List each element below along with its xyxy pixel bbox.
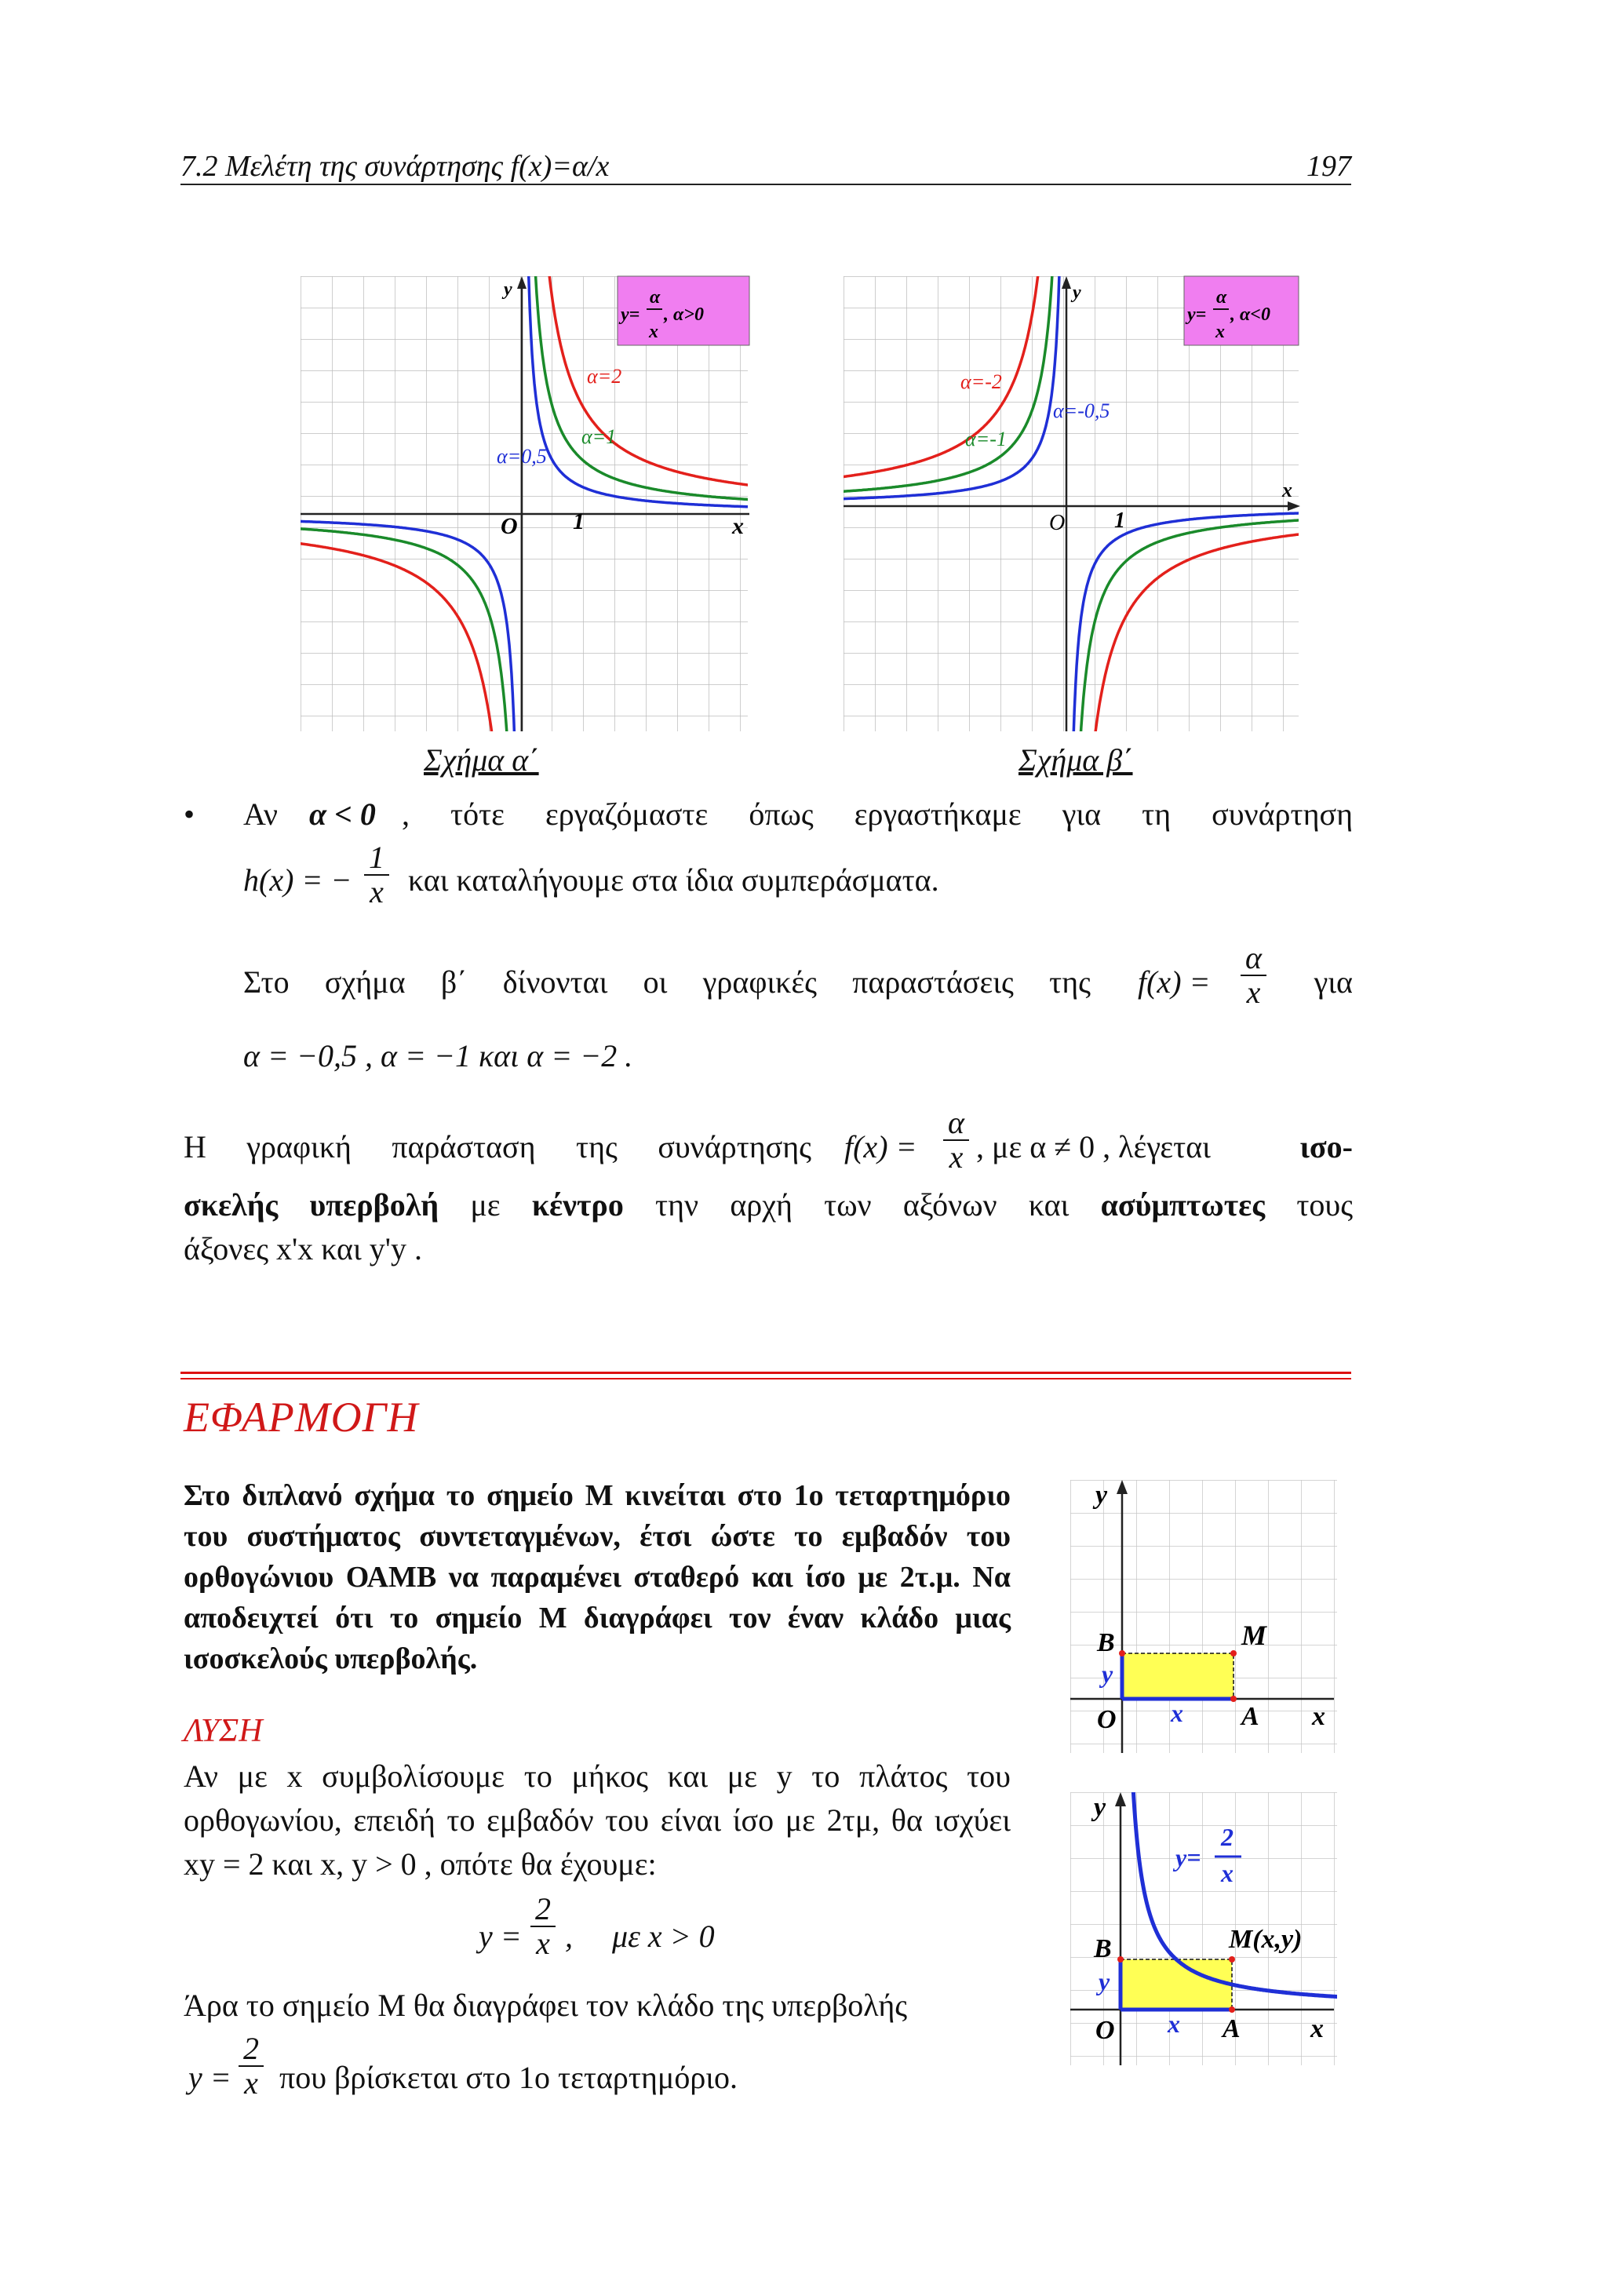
formula-den: x xyxy=(1215,322,1225,342)
p3-den: x xyxy=(244,2065,258,2101)
p3-num: 2 xyxy=(239,2032,264,2067)
p3-den: x xyxy=(949,1139,964,1175)
label-b: B xyxy=(1094,1934,1112,1963)
paragraph-3b xyxy=(184,1183,1353,1227)
page-number: 197 xyxy=(1306,150,1351,183)
figure-b xyxy=(841,275,1312,738)
text-me: με xyxy=(470,1187,501,1223)
text-p2: Στο σχήμα β΄ δίνονται οι γραφικές παραστάσεις της xyxy=(243,964,1091,1000)
formula-num: α xyxy=(1216,287,1227,308)
tick-label-1: 1 xyxy=(1114,508,1125,533)
point-m xyxy=(1229,1956,1235,1963)
divider-rule-1 xyxy=(180,1372,1351,1374)
solution-title: ΛΥΣΗ xyxy=(184,1713,263,1749)
caption-b: Σχήμα β΄ xyxy=(1018,742,1133,778)
origin-label: O xyxy=(1097,1705,1117,1734)
figure-a xyxy=(298,275,785,738)
application-title: ΕΦΑΡΜΟΓΗ xyxy=(184,1394,419,1441)
y-axis-label: y xyxy=(1073,282,1081,303)
formula-prefix: y= xyxy=(621,304,640,325)
term-hyperbola: σκελής υπερβολή xyxy=(184,1187,439,1223)
origin-label: O xyxy=(1049,511,1066,535)
x-axis-label: x xyxy=(1310,2014,1324,2043)
formula-den: x xyxy=(649,322,658,342)
solution-p3 xyxy=(188,2032,973,2111)
label-a1: α=1 xyxy=(581,425,617,448)
eq-prefix: y= xyxy=(1175,1843,1201,1871)
point-b xyxy=(1117,1956,1124,1963)
p2-num: α xyxy=(1241,942,1266,976)
label-b: B xyxy=(1097,1628,1115,1657)
page-header xyxy=(180,149,1351,185)
equation xyxy=(479,1893,871,1971)
text-line2: και καταλήγουμε στα ίδια συμπεράσματα. xyxy=(408,862,939,898)
label-a05: α=-0,5 xyxy=(1053,399,1110,422)
bullet-icon: • xyxy=(184,796,195,832)
paragraph-2 xyxy=(243,942,1353,1012)
origin-label: O xyxy=(1095,2016,1115,2045)
formula-num: α xyxy=(650,287,661,308)
text-p3b: , με α ≠ 0 , λέγεται xyxy=(976,1129,1211,1164)
p3-lhs: y = xyxy=(188,2060,231,2095)
application-statement: Στο διπλανό σχήμα το σημείο Μ κινείται στο 1ο τεταρτημόριο του συστήματος συντεταγμένων, έτσι ώστε το εμβαδόν του ορθογώνιου ΟΑΜΒ να παραμένει σταθερό και ίσο με 2τ.μ. Να αποδειχτεί ότι το σημείο Μ διαγράφει τον έναν κλάδο μιας ισοσκελούς υπερβολής. xyxy=(184,1479,1011,1675)
y-axis-label: y xyxy=(1095,1481,1108,1510)
solution-p2: Άρα το σημείο Μ θα διαγράφει τον κλάδο της υπερβολής xyxy=(184,1988,908,2023)
label-m: M xyxy=(1241,1620,1267,1651)
divider-rule-2 xyxy=(180,1378,1351,1379)
h-function: h(x) = − xyxy=(243,862,352,898)
h-den: x xyxy=(370,874,384,909)
text-an: Αν xyxy=(243,796,279,832)
label-a2: α=-2 xyxy=(960,370,1002,393)
origin-label: O xyxy=(501,513,518,539)
text-p3g: την αρχή των αξόνων και xyxy=(655,1187,1070,1223)
y-axis-label: y xyxy=(1094,1793,1106,1822)
a-values: α = −0,5 , α = −1 και α = −2 . xyxy=(243,1038,633,1073)
label-y: y xyxy=(1102,1660,1113,1688)
text-line1: , τότε εργαζόμαστε όπως εργαστήκαμε για τη συνάρτηση xyxy=(402,796,1353,832)
caption-a: Σχήμα α΄ xyxy=(424,742,539,778)
x-axis-label: x xyxy=(732,513,744,539)
h-num: 1 xyxy=(364,841,389,876)
text-tous: τους xyxy=(1296,1187,1354,1223)
label-a05: α=0,5 xyxy=(497,445,547,468)
eq-rhs: , με x > 0 xyxy=(565,1919,715,1954)
condition: α < 0 xyxy=(309,796,376,832)
point-m xyxy=(1230,1650,1237,1656)
label-a: A xyxy=(1223,2014,1241,2043)
f-function: f(x) = xyxy=(844,1129,917,1164)
rectangle-oamb xyxy=(1122,1653,1233,1699)
p3-rest: που βρίσκεται στο 1ο τεταρτημόριο. xyxy=(279,2060,738,2095)
section-title: 7.2 Μελέτη της συνάρτησης f(x)=α/x xyxy=(180,150,610,183)
f-function: f(x) = xyxy=(1138,964,1211,1000)
eq-num: 2 xyxy=(1221,1823,1233,1851)
tick-label-1: 1 xyxy=(573,508,585,534)
formula-suffix: , α<0 xyxy=(1230,304,1270,325)
paragraph-3 xyxy=(184,1106,1353,1177)
text-iso: ισο- xyxy=(1299,1129,1353,1164)
point-a xyxy=(1230,1696,1237,1702)
formula-prefix: y= xyxy=(1187,304,1207,325)
label-a2: α=2 xyxy=(587,365,622,388)
label-y: y xyxy=(1099,1967,1110,1995)
formula-suffix: , α>0 xyxy=(664,304,704,325)
x-axis-label: x xyxy=(1312,1702,1325,1731)
label-x: x xyxy=(1171,1699,1183,1727)
text-gia: για xyxy=(1314,964,1353,1000)
solution-p1: Αν με x συμβολίσουμε το μήκος και με y το πλάτος του ορθογωνίου, επειδή το εμβαδόν του είναι ίσο με 2τμ, θα ισχύει xy = 2 και x, y > 0 , οπότε θα έχουμε: xyxy=(184,1758,1011,1882)
p2-den: x xyxy=(1246,975,1261,1010)
eq-lhs: y = xyxy=(479,1919,522,1954)
eq-den: x xyxy=(536,1926,550,1961)
point-a xyxy=(1229,2006,1235,2013)
p3-num: α xyxy=(943,1106,969,1141)
term-asymptotes: ασύμπτωτες xyxy=(1100,1187,1266,1223)
rectangle-oamb xyxy=(1121,1959,1232,2010)
label-x: x xyxy=(1168,2010,1180,2038)
point-b xyxy=(1119,1650,1125,1656)
y-axis-label: y xyxy=(504,279,512,300)
figure-hyperbola xyxy=(1067,1789,1340,2068)
figure-rectangle xyxy=(1067,1477,1340,1756)
eq-den: x xyxy=(1221,1859,1233,1887)
text-axes: άξονες x'x και y'y . xyxy=(184,1231,422,1266)
term-center: κέντρο xyxy=(531,1187,624,1223)
label-a: A xyxy=(1241,1702,1259,1731)
text-p3a: Η γραφική παράσταση της συνάρτησης xyxy=(184,1129,811,1164)
label-m: M(x,y) xyxy=(1229,1925,1303,1954)
bullet-paragraph xyxy=(184,793,1353,910)
x-axis-label: x xyxy=(1282,479,1292,501)
label-a1: α=-1 xyxy=(965,428,1007,450)
eq-num: 2 xyxy=(530,1893,556,1927)
